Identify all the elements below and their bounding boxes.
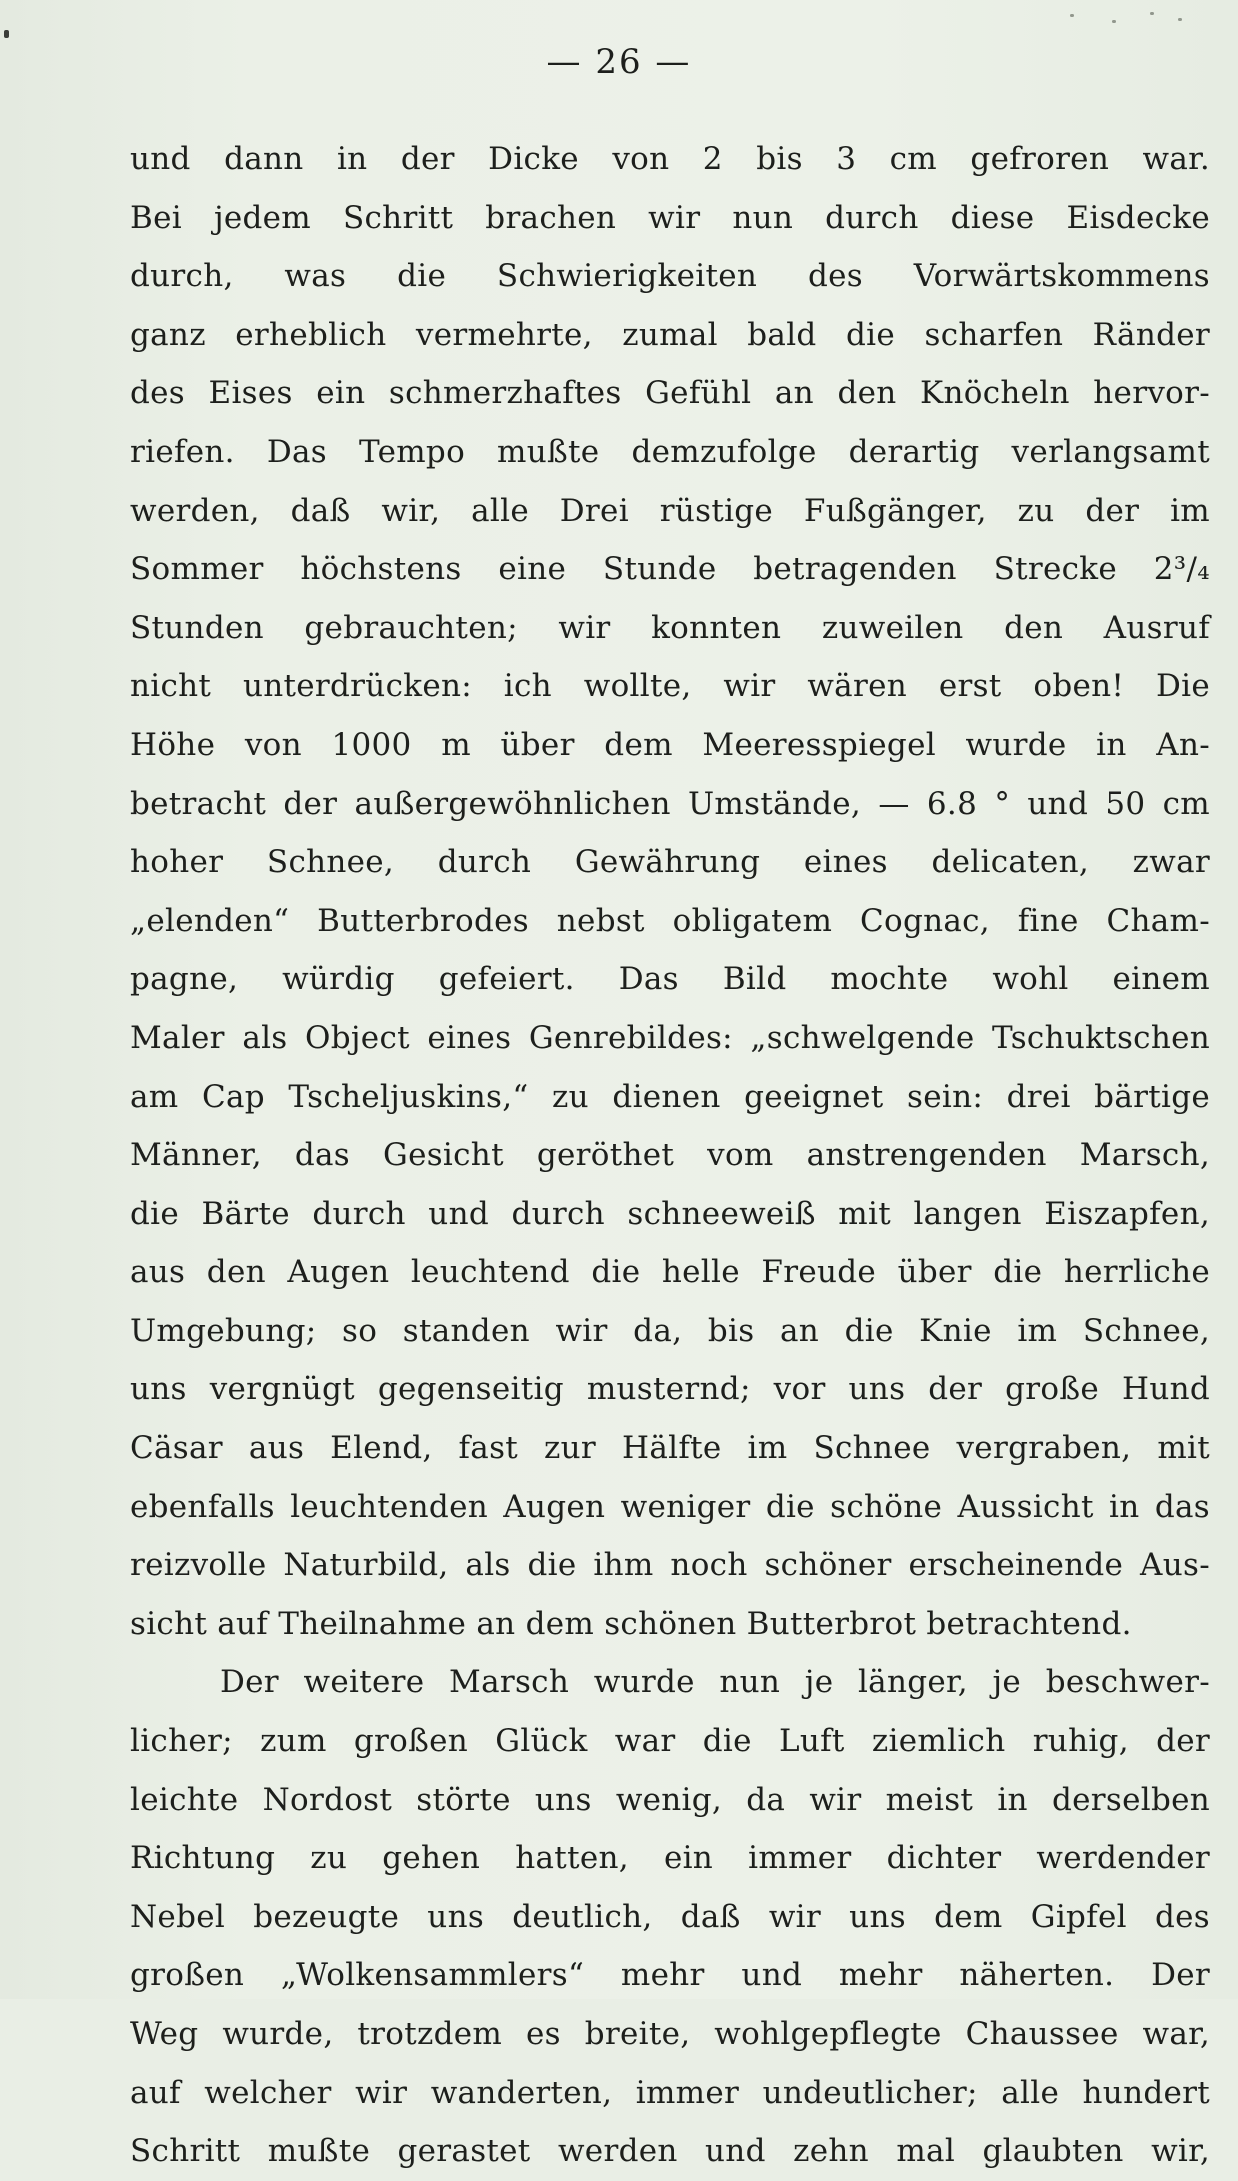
text-line: Stunden gebrauchten; wir konnten zuweilen den Ausruf bbox=[130, 609, 1210, 646]
text-line: reizvolle Naturbild, als die ihm noch schöner erscheinende Aus- bbox=[130, 1547, 1210, 1584]
text-line: riefen. Das Tempo mußte demzufolge derartig verlangsamt bbox=[130, 433, 1210, 470]
scan-speck bbox=[1178, 18, 1182, 21]
text-line: hoher Schnee, durch Gewährung eines delicaten, zwar bbox=[130, 844, 1210, 881]
text-line: ebenfalls leuchtenden Augen weniger die schöne Aussicht in das bbox=[130, 1488, 1210, 1525]
text-line: großen „Wolkensammlers“ mehr und mehr näherten. Der bbox=[130, 1957, 1210, 1994]
text-line: des Eises ein schmerzhaftes Gefühl an den Knöcheln hervor- bbox=[130, 375, 1210, 412]
text-line: nicht unterdrücken: ich wollte, wir wären erst oben! Die bbox=[130, 668, 1210, 705]
scan-speck bbox=[1070, 14, 1074, 17]
text-line: licher; zum großen Glück war die Luft ziemlich ruhig, der bbox=[130, 1723, 1210, 1760]
text-line: Sommer höchstens eine Stunde betragenden Strecke 2³/₄ bbox=[130, 551, 1210, 588]
scan-speck bbox=[4, 30, 9, 38]
body-text bbox=[130, 130, 1210, 2181]
text-line: Maler als Object eines Genrebildes: „schwelgende Tschuktschen bbox=[130, 1019, 1210, 1056]
text-line: Weg wurde, trotzdem es breite, wohlgepflegte Chaussee war, bbox=[130, 2016, 1210, 2052]
text-line: ganz erheblich vermehrte, zumal bald die scharfen Ränder bbox=[130, 316, 1210, 353]
scan-specks bbox=[1058, 8, 1218, 38]
scan-speck bbox=[1112, 20, 1116, 23]
text-line: und dann in der Dicke von 2 bis 3 cm gefroren war. bbox=[130, 141, 1210, 177]
text-line: leichte Nordost störte uns wenig, da wir meist in derselben bbox=[130, 1781, 1210, 1818]
text-line: Nebel bezeugte uns deutlich, daß wir uns dem Gipfel des bbox=[130, 1898, 1210, 1935]
text-line: Schritt mußte gerastet werden und zehn mal glaubten wir, bbox=[130, 2133, 1210, 2170]
text-line: Umgebung; so standen wir da, bis an die Knie im Schnee, bbox=[130, 1312, 1210, 1349]
text-line: durch, was die Schwierigkeiten des Vorwärtskommens bbox=[130, 258, 1210, 295]
text-line: Cäsar aus Elend, fast zur Hälfte im Schnee vergraben, mit bbox=[130, 1430, 1210, 1467]
text-line: Der weitere Marsch wurde nun je länger, je beschwer- bbox=[220, 1664, 1210, 1701]
text-line: „elenden“ Butterbrodes nebst obligatem Cognac, fine Cham- bbox=[130, 902, 1210, 939]
text-line: werden, daß wir, alle Drei rüstige Fußgänger, zu der im bbox=[130, 492, 1210, 529]
text-line: sicht auf Theilnahme an dem schönen Butterbrot betrachtend. bbox=[130, 1605, 1132, 1642]
text-line: pagne, würdig gefeiert. Das Bild mochte wohl einem bbox=[130, 961, 1210, 998]
page-number: — 26 — bbox=[546, 42, 692, 82]
scan-speck bbox=[1150, 12, 1154, 15]
text-line: aus den Augen leuchtend die helle Freude über die herrliche bbox=[130, 1254, 1210, 1291]
text-line: betracht der außergewöhnlichen Umstände, — 6.8 ° und 50 cm bbox=[130, 785, 1210, 822]
text-line: Höhe von 1000 m über dem Meeresspiegel wurde in An- bbox=[130, 726, 1210, 763]
text-line: auf welcher wir wanderten, immer undeutlicher; alle hundert bbox=[130, 2074, 1210, 2111]
text-line: am Cap Tscheljuskins,“ zu dienen geeignet sein: drei bärtige bbox=[130, 1078, 1210, 1115]
text-line: Richtung zu gehen hatten, ein immer dichter werdender bbox=[130, 1840, 1210, 1877]
text-line: Bei jedem Schritt brachen wir nun durch diese Eisdecke bbox=[130, 199, 1210, 236]
text-line: die Bärte durch und durch schneeweiß mit langen Eiszapfen, bbox=[130, 1195, 1210, 1232]
text-line: Männer, das Gesicht geröthet vom anstrengenden Marsch, bbox=[130, 1137, 1210, 1174]
text-line: uns vergnügt gegenseitig musternd; vor uns der große Hund bbox=[130, 1371, 1210, 1408]
